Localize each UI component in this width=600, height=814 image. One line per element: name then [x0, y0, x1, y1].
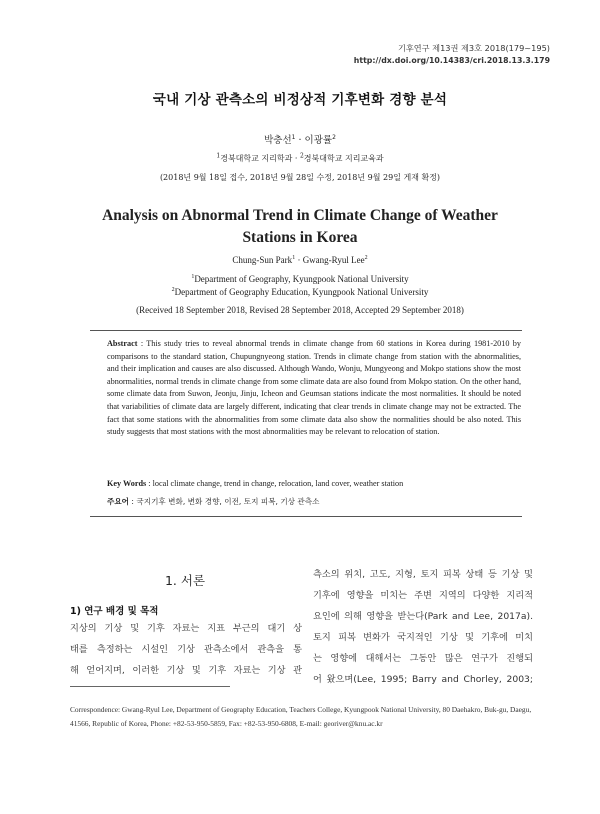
- correspondence-footnote: Correspondence: Gwang-Ryul Lee, Department of Geography Education, Teachers College, Kyungpook National University, 80 Daehakro, Buk-gu, Daegu, 41566, Republic of Korea, Phone: +82-53-950-5859, Fax: +82-53-950-6808, E-mail: georiver@knu.ac.kr: [70, 705, 532, 728]
- author-separator: ·: [295, 135, 305, 146]
- korean-keywords: [107, 496, 319, 507]
- korean-author-2: 이광률: [304, 135, 333, 146]
- abstract-top-rule: [90, 330, 522, 331]
- doi-link[interactable]: http://dx.doi.org/10.14383/cri.2018.13.3.179: [353, 56, 550, 65]
- english-dates: (Received 18 September 2018, Revised 28 September 2018, Accepted 29 September 2018): [136, 305, 464, 315]
- body-line: 태를 측정하는 시설인 기상 관측소에서 관측을 통: [70, 644, 302, 655]
- korean-authors: [0, 132, 600, 146]
- body-left-column: [70, 618, 302, 681]
- english-aff-2-superscript: 2: [171, 287, 175, 293]
- journal-citation: 기후연구 제13권 제3호 2018(179~195): [397, 43, 550, 53]
- abstract: [107, 338, 521, 439]
- english-aff-1-superscript: 1: [191, 274, 195, 280]
- english-aff-1-text: Department of Geography, Kyungpook National University: [194, 274, 409, 284]
- korean-author-1: 박충선: [264, 135, 292, 146]
- body-right-column: [313, 564, 533, 690]
- english-title: Analysis on Abnormal Trend in Climate Change of Weather Stations in Korea: [102, 207, 498, 246]
- english-author-1-superscript: 1: [292, 255, 296, 261]
- english-author-separator: ·: [295, 255, 303, 265]
- abstract-text: : This study tries to reveal abnormal trends in climate change from 60 stations in Korea during 1981-2010 by comparisons to the standard station, Chupungnyeong station. Trends in climate change from station with the abnormalities, and their implication and causes are also discussed. Although Wando, Wonju, Mungyeong and Mokpo stations show the most abnormalities, normal trends in climate change from some climate data are also found from Mokpo station. On the other hand, some climate data from Suwon, Jeonju, Jinju, Icheon and Geumsan stations indicate the most normalities. It should be noted that variabilities of climate data are largely different, indicating that clear trends in climate change may not be extracted. The fact that some stations with the abnormalities from some climate data also show the normalities should be also noted. This study suggests that most stations with the most abnormalities may be relevant to relocation of station.: [107, 339, 521, 437]
- korean-affiliation-2: 경북대학교 지리교육과: [303, 154, 384, 163]
- section-title: 1. 서론: [164, 573, 206, 588]
- abstract-label: Abstract: [107, 339, 138, 348]
- korean-dates: (2018년 9월 18일 접수, 2018년 9월 28일 수정, 2018년 9월 29일 게재 확정): [159, 173, 441, 182]
- affiliation-2-superscript: 2: [299, 152, 304, 160]
- body-line: 토지 피복 변화가 국지적인 기상 및 기후에 미치: [313, 632, 533, 643]
- subsection-title: 1) 연구 배경 및 목적: [70, 606, 159, 617]
- keywords-label: Key Words: [107, 479, 147, 488]
- author-1-superscript: 1: [291, 133, 296, 141]
- english-affiliation-2: [0, 287, 600, 297]
- english-author-2-superscript: 2: [364, 255, 368, 261]
- english-aff-2-text: Department of Geography Education, Kyungpook National University: [174, 287, 429, 297]
- korean-affiliations: [0, 153, 600, 164]
- body-line: 는 영향에 대해서는 그동안 많은 연구가 진행되: [313, 653, 533, 664]
- korean-title: 국내 기상 관측소의 비정상적 기후변화 경향 분석: [152, 92, 448, 108]
- body-line: 해 얻어지며, 이러한 기상 및 기후 자료는 기상 관: [70, 665, 302, 676]
- korean-affiliation-1: 경북대학교 지리학과 ·: [220, 154, 300, 163]
- body-line: 어 왔으며(Lee, 1995; Barry and Chorley, 2003;: [313, 674, 533, 685]
- footnote-rule: [70, 686, 230, 687]
- author-2-superscript: 2: [332, 133, 336, 141]
- korean-keywords-label: 주요어: [107, 497, 130, 506]
- english-authors: [0, 255, 600, 265]
- korean-keywords-text: : 국지기후 변화, 변화 경향, 이전, 토지 피복, 기상 관측소: [129, 497, 320, 506]
- keywords-text: : local climate change, trend in change, relocation, land cover, weather station: [146, 479, 404, 488]
- english-author-2: Gwang-Ryul Lee: [302, 255, 365, 265]
- keywords: [107, 479, 403, 488]
- english-author-1: Chung-Sun Park: [232, 255, 293, 265]
- body-line: 기후에 영향을 미치는 주변 지역의 다양한 지리적: [313, 590, 533, 601]
- english-affiliation-1: [0, 274, 600, 284]
- body-line: 측소의 위치, 고도, 지형, 토지 피복 상태 등 기상 및: [313, 569, 533, 580]
- body-line: 요인에 의해 영향을 받는다(Park and Lee, 2017a).: [313, 611, 533, 622]
- abstract-bottom-rule: [90, 516, 522, 517]
- body-line: 지상의 기상 및 기후 자료는 지표 부근의 대기 상: [70, 623, 302, 634]
- affiliation-1-superscript: 1: [216, 152, 221, 160]
